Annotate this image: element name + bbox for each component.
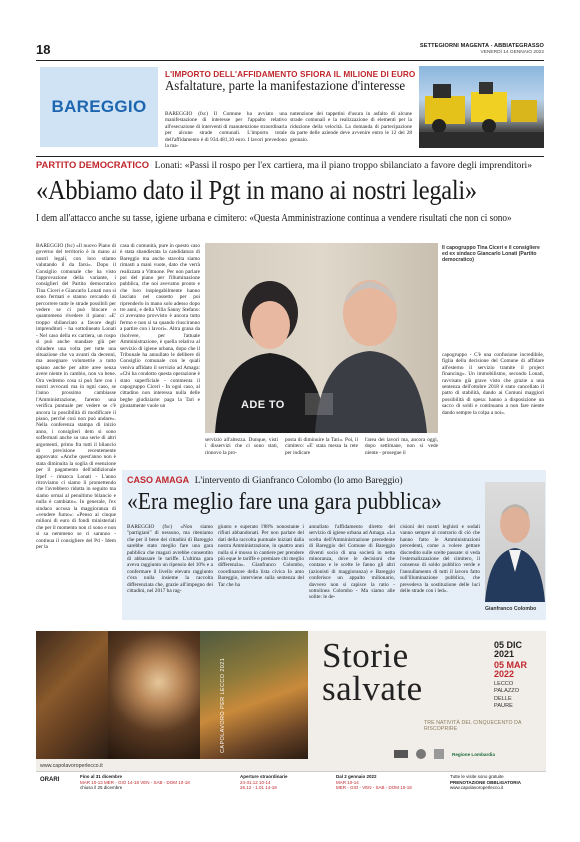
- hours-line: www.capolavoroperlecco.it: [450, 785, 504, 791]
- ad-title-line1: Storie: [322, 636, 409, 675]
- section-label: BAREGGIO: [40, 67, 158, 147]
- article2-subtitle: I dem all'attacco anche su tasse, igiene urbana e cimitero: «Questa Amministrazione continua a vendere risultati che non ci sono»: [36, 213, 512, 224]
- article3-kicker-text: L'intervento di Gianfranco Colombo (lo amo Bareggio): [194, 476, 403, 486]
- newspaper-name: SETTEGIORNI MAGENTA - ABBIATEGRASSO: [419, 43, 544, 49]
- hours-block-3: [336, 774, 446, 791]
- venue-line: LECCO: [494, 681, 514, 687]
- nativity-painting-right: [200, 631, 308, 759]
- nativity-painting-left: [36, 631, 108, 759]
- article2-top-rule: [36, 156, 544, 157]
- colombo-photo: [485, 482, 545, 602]
- article2-kicker-label: PARTITO DEMOCRATICO: [36, 159, 150, 170]
- hours-block-2: [240, 774, 330, 791]
- sponsor-logo-icon: [416, 749, 426, 759]
- hours-head: Aperture straordinarie: [240, 774, 288, 779]
- header-rule: [36, 60, 544, 61]
- sponsor-logo-icon: [394, 750, 408, 758]
- venue-line: PALAZZO: [494, 688, 520, 695]
- pd-councillors-photo: [205, 243, 438, 433]
- article1-col1: BAREGGIO (fsc) Il Comune ha avviato una manifestazione di interesse per l'appalto relativo all'esecuzione di interventi di manutenzione straordinaria per alcune strade comunali. L'importo totale dell'affidamento è di 934.481,10 euro. I lavori prevedono la ma-: [165, 111, 287, 149]
- colombo-portrait: [485, 482, 545, 602]
- paver-machine-icon: [419, 66, 544, 148]
- hours-line: MAR 10-13 MER - GIO 14-18 VEN - SAB - DOM 10-18: [80, 779, 190, 785]
- article2-title: «Abbiamo dato il Pgt in mano ai nostri legali»: [36, 175, 477, 205]
- portrait-illustration: [205, 243, 438, 433]
- article1-title: Asfaltature, parte la manifestazione d'interesse: [165, 79, 406, 94]
- sponsor-logos: [394, 747, 542, 761]
- article2-col6: capogruppo - C'è una confusione incredibile, figlia della decisione del Comune di affidare all'esterno il servizio tramite il project financing». Un immobilismo, secondo Lonati, ravvisato già grave visto che grazie a una sentenza dell'ottobre 2018 è stato cancellato il patto di stabilità, dando ai Comuni maggiori possibilità di spesa: hanno a disposizione un sacco di soldi e continuano a non fare niente dando sempre la colpa a noi».: [442, 352, 544, 416]
- hours-line: PRENOTAZIONE OBBLIGATORIA: [450, 779, 522, 785]
- hours-head: Dal 2 gennaio 2022: [336, 774, 377, 779]
- newspaper-date: VENERDÌ 14 GENNAIO 2022: [480, 50, 544, 55]
- venue-line: DELLE: [494, 695, 512, 702]
- ad-website: www.capolavoroperlecco.it: [40, 763, 103, 769]
- article3-photo-caption: Gianfranco Colombo: [485, 606, 537, 612]
- article2-kicker: [36, 159, 544, 171]
- article2-col2: casa di comunità, pure in questo caso è stata sbandierata la candidatura di Bareggio ma anche stavolta siamo rimasti a mani vuote, dato che verrà realizzata a Vittuone. Per non parlare poi del piano per l'illuminazione pubblica, che noi avevamo pronto e che loro inspiegabilmente hanno lasciato nel cassetto per poi riprenderlo in mano solo adesso dopo tre anni, e della Villa Sanny Stefano: ci avevamo provvisto è ancora tutto fermo e non si sa quando riusciranno a partire con i lavori». Altra grana da risolvere, per l'attuale Amministrazione, è quella relativa al servizio di igiene urbana, dopo che il Tribunale ha annullato le delibere di Consiglio comunale con le quali veniva affidato il servizio ad Amaga: «Chi ha condotto questa operazione è stato superficiale - commenta il capogruppo Ciceri - In ogni caso, al cittadino non interessa nulla delle beghe giudiziarie: paga la Tari e giustamente vuole un: [120, 243, 200, 410]
- article2-col1: BAREGGIO (fsc) «Il nuovo Piano di governo del territorio è in mano ai nostri legali, con loro stiamo valutando il da farsi». Dopo il Consiglio comunale che ha visto l'approvazione della variante, i consiglieri del Partito democratico Tina Ciceri e Giancarlo Lonati non si sono fermati e stanno cercando di percorrere tutte le strade possibili per vedere se ci può blocare o quantomeno rivedere il piano: «E' troppo sbilanciato a favore degli imprenditori - ha sottolineato Lonati - Nel caso della ex cartiera, un rospo si può anche mandare giù per chiudere una volta per tutte una situazione che va avanti da decenni, ma assegnare volumetrie a tutto spiano anche per altre aree senza avere niente in cambio, non va bene. Ora vedremo cosa si può fare con i nostri avvocati ma in ogni caso, se l'anno prossimo cambiasse l'Amministrazione, faremo una verifica puntuale per vedere se c'è ancora la possibilità di modificare il piano, perché così non può andare». Nella conferenza stampa di inizio anno, i consiglieri dem si sono soffermati anche su una serie di altri argomenti, primo fra tutti il bilancio di previsione recentemente approvato: «Anche quest'anno non è stata diminuita la soglia di esenzione per il pagamento dell'addizionale Irpef - rimarca Lonati - L'anno ritroviamo ci siamo li promettendo che l'avrebbero ridotta in seguito ma siamo ormai al penultimo bilancio e nulla è cambiato». In generale, l'ex sindaco accusa la maggioranza di «vendere fumo»: «Penso ai cinque milioni di euro di fondi ministeriali che per il momento non ci sono e non si sa nemmeno se ci saranno - continua il consigliere del Pd - Idem per la: [36, 243, 116, 551]
- article2-col3: servizio all'altezza. Dunque, visti i disservizi che ci sono stati, rinnovo la pro-: [205, 437, 278, 456]
- hours-line: 26.12 - 1.01 14-18: [240, 785, 277, 791]
- article2-col4: posta di diminuire la Tari». Poi, il cimitero: «E' stata messa la rete per indicare: [285, 437, 358, 456]
- article3-kicker-label: CASO AMAGA: [127, 475, 190, 485]
- exhibition-ad: [36, 631, 546, 794]
- nativity-painting-center: [108, 631, 200, 759]
- hours-block-4: [450, 774, 544, 791]
- article2-col5: l'area dei lavori ma, ancora oggi, dopo settimane, non si vede niente - prosegue il: [365, 437, 438, 456]
- ad-subtitle: TRE NATIVITÀ DEL CINQUECENTO DA RISCOPRIRE: [424, 720, 522, 732]
- article3-title: «Era meglio fare una gara pubblica»: [127, 489, 442, 515]
- ad-title-line2: salvate: [322, 669, 423, 708]
- shirt-print: ADE TO: [241, 399, 285, 411]
- article1-kicker: L'IMPORTO DELL'AFFIDAMENTO SFIORA IL MILIONE DI EURO: [165, 70, 416, 79]
- hours-line: MER - GIO - VEN - SAB - DOM 10-18: [336, 785, 412, 791]
- asphalt-photo: [419, 66, 544, 148]
- hours-line: chiuso il 25 dicembre: [80, 785, 123, 791]
- hours-head: Tutte le visite sono gratuite: [450, 774, 504, 779]
- hours-line: 24-31.12 10-14: [240, 779, 271, 785]
- article2-kicker-text: Lonati: «Passi il rospo per l'ex cartiera, ma il piano troppo sbilanciato a favore degli imprenditori»: [154, 160, 533, 171]
- hours-bar: [36, 771, 546, 794]
- article3-col4: cisioni dei nostri leghisti e sodali vanno sempre al contrario di ciò che hanno fatto le Amministrazioni precedenti, come a volere gettare discredito sulle scelte passate: si veda l'esternalizzazione del cimitero, il consenso di soldo pubblico verde e l'annullamento di tutti il lavoro fatto sull'illuminazione pubblica, che prevedeva la sostituzione delle luci delle strade con i led».: [400, 524, 480, 595]
- vertical-brand: CAPOLAVORO PER LECCO 2021: [220, 657, 226, 753]
- article3-kicker: [127, 475, 403, 486]
- ad-date-bottom: 05 MAR 2022: [494, 660, 528, 679]
- article1-col2: nutenzione dei tappetini d'usura in asfalto di alcune strade comunali e la realizzazione di elementi per la riduzione della velocità. La domanda di partecipazione da parte delle aziende deve avvenire entro le 12 del 28 gennaio.: [290, 111, 412, 143]
- ad-venue: [494, 681, 519, 711]
- ad-date-top: 05 DIC 2021: [494, 640, 523, 659]
- page-header: [0, 42, 580, 60]
- page-number: 18: [36, 42, 51, 57]
- hours-line: MAR 10-14: [336, 779, 359, 785]
- sponsor-logo-icon: [434, 749, 444, 759]
- hours-head: Fino al 31 dicembre: [80, 774, 123, 779]
- article3-col3: annullato l'affidamento diretto del servizio di igiene urbana ad Amaga. «La scelta dell'Amministrazione precedente di Bareggio del Comune di Bareggio diventi socio di una società in netta minoranza, dove le decisioni che contano e le scelte le fanno gli altri (azionisti di maggioranza) e Bareggio conferisce un appalto milionario, davvero non si capisce la ratio - sottolinea Colombo - Ma siamo alle solite: le de-: [309, 524, 395, 601]
- hours-label: ORARI: [40, 777, 60, 783]
- venue-line: PAURE: [494, 703, 513, 710]
- article2-photo-caption: Il capogruppo Tina Cicerі e il consigliere ed ex sindaco Giancarlo Lonati (Partito democratico): [442, 245, 540, 264]
- article3-col1: BAREGGIO (fsc) «Non siamo "partigiani" di nessuno, ma riteniamo che per il bene dei cittadini di Bareggio sarebbe stato meglio fare una gara pubblica che magari avrebbe consentito di abbassare le tariffe. L'ultima gara aveva raggiunto un ripensio del 10% e a confermare il livello elevato raggiunto c'era nulla insieme la raccolta differenziata che, grazie all'impegno dei cittadini, nel 2017 ha rag-: [127, 524, 213, 595]
- sponsor-name: Regione Lombardia: [452, 751, 495, 757]
- hours-block-1: [80, 774, 198, 791]
- article3-col2: giunto e superato l'88% nonostante i rifiuti abbandonati. Per non parlare del dati della raccolta puntuale iniziati dalla nostra Amministrazione, in quattro anni nulla si è mosso in cantiere per prendere più eque le tariffe e premiare chi meglio differenzia». Gianfranco Colombo, coordinatore della lista civica Io amo Bareggio, interviene sulla sentenza del Tar che ha: [218, 524, 304, 588]
